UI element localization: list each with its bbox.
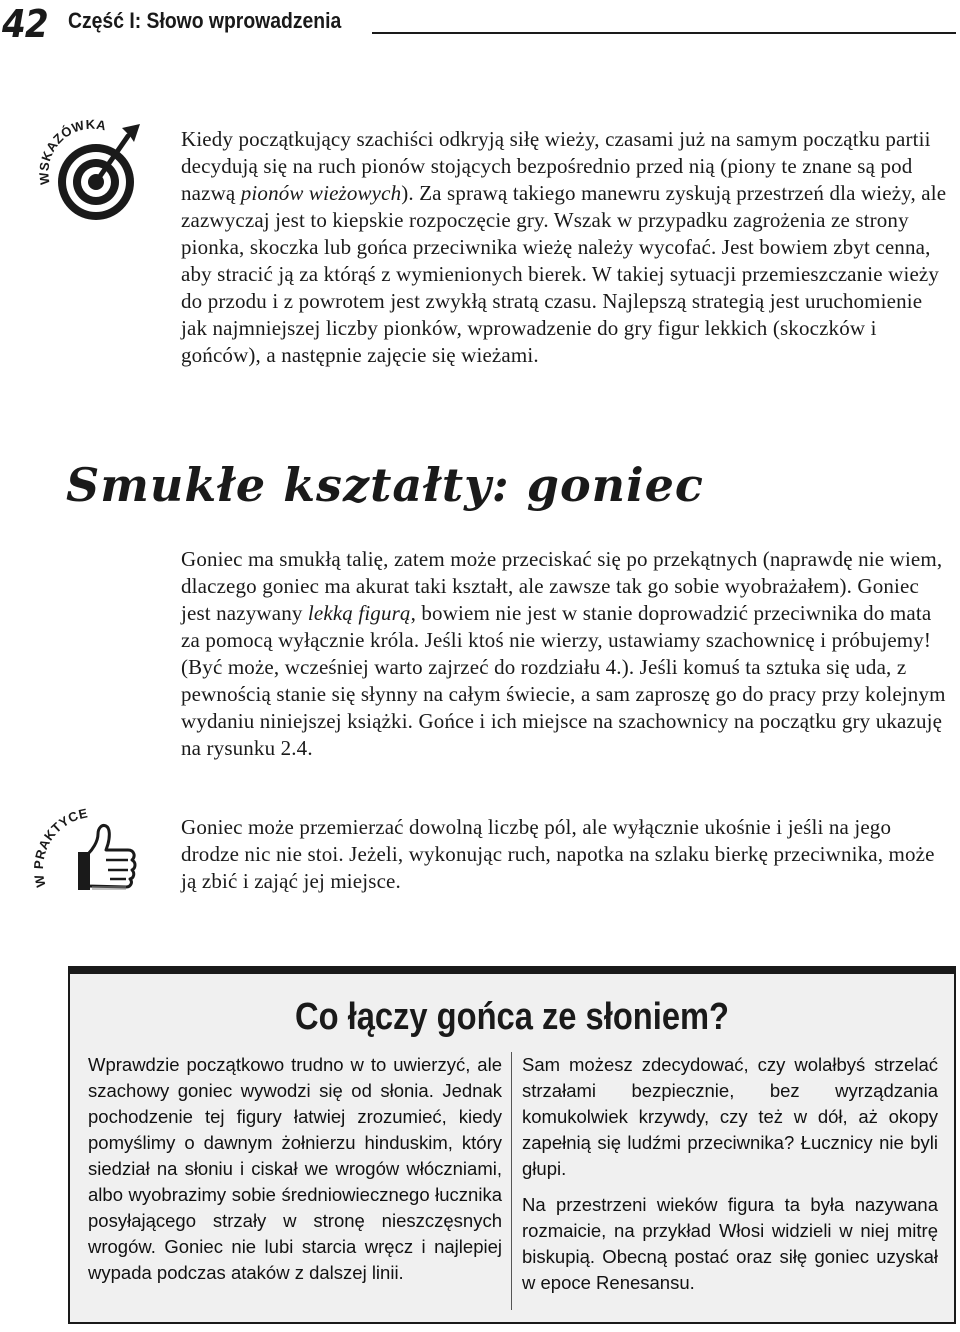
- sidebar-box: [68, 966, 956, 1324]
- term-rook-pawns: pionów wieżowych: [240, 181, 402, 205]
- section-heading: Smukłe kształty: goniec: [66, 458, 704, 512]
- sidebar-column-left: [88, 1052, 502, 1296]
- sidebar-paragraph: Na przestrzeni wieków figura ta była nazywana rozmaicie, na przykład Włosi widzieli w niej mitrę biskupią. Obecną postać oraz siłę goniec uzyskał w epoce Renesansu.: [522, 1194, 938, 1293]
- running-header: [0, 0, 960, 50]
- thumbs-up-icon: [32, 798, 144, 898]
- practice-icon-label: W PRAKTYCE: [32, 805, 90, 889]
- target-icon: [36, 118, 148, 230]
- sidebar-title: Co łączy gońca ze słoniem?: [294, 996, 730, 1038]
- chapter-title: Część I: Słowo wprowadzenia: [68, 8, 342, 33]
- term-light-piece: lekką figurą: [307, 601, 411, 625]
- bishop-paragraph-1: Goniec ma smukłą talię, zatem może przeciskać się po przekątnych (naprawdę nie wiem, dlaczego goniec ma akurat taki kształt, ale zawsze tak go sobie wyobrażałem). Goniec jest nazywany lekką figurą, bowiem nie jest w stanie doprowadzić przeciwnika do mata za pomocą wyłącznie króla. Jeśli ktoś nie wierzy, ustawiamy szachownicę i próbujemy! (Być może, wcześniej warto zajrzeć do rozdziału 4.). Jeśli komuś ta sztuka się uda, z pewnością stanie się słynny na całym świecie, a sam zaproszę go do pracy przy kolejnym wydaniu niniejszej książki. Gońce i ich miejsce na szachownicy na początku gry ukazuję na rysunku 2.4.: [181, 547, 946, 760]
- sidebar-column-right: [522, 1052, 938, 1306]
- sidebar-paragraph: Sam możesz zdecydować, czy wolałbyś strzelać strzałami bezpiecznie, bez wyrządzania komukolwiek krzywdy, czy też w dół, aż okopy zapełnią się ludźmi przeciwnika? Łucznicy nie byli głupi.: [522, 1054, 938, 1179]
- bishop-paragraph-2: Goniec może przemierzać dowolną liczbę pól, ale wyłącznie ukośnie i jeśli na jego drodze nic nie stoi. Jeżeli, wykonując ruch, napotka na szlaku bierkę przeciwnika, może ją zbić i zająć jej miejsce.: [181, 815, 935, 893]
- page-number: 42: [2, 2, 48, 46]
- sidebar-column-divider: [511, 1052, 512, 1310]
- tip-paragraph: Kiedy początkujący szachiści odkryją siłę wieży, czasami już na samym początku partii decydują się na ruch pionów stojących bezpośrednio przed nią (piony te znane są pod nazwą pionów wieżowych). Za sprawą takiego manewru zyskują przestrzeń dla wieży, ale zazwyczaj jest to kiepskie rozpoczęcie gry. Wszak w przypadku zagrożenia ze strony pionka, skoczka lub gońca przeciwnika wieżę należy wycofać. Jest bowiem zbyt cenna, aby stracić ją za którąś z wymienionych bierek. W takiej sytuacji przemieszczanie wieży do przodu i z powrotem jest zwykłą stratą czasu. Najlepszą strategią jest uruchomienie jak najmniejszej liczby pionków, wprowadzenie do gry figur lekkich (skoczków i gońców), a następnie zajęcie się wieżami.: [181, 127, 947, 367]
- header-rule: [372, 32, 956, 34]
- sidebar-paragraph: Wprawdzie początkowo trudno w to uwierzyć, ale szachowy goniec wywodzi się od słonia. Jednak pochodzenie tej figury łatwiej zrozumieć, kiedy pomyślimy o dawnym żołnierzu hinduskim, który siedział na słoniu i ciskał we wrogów włóczniami, albo wyobrazimy sobie średniowiecznego łucznika posyłającego strzały w stronę nieszczęsnych wrogów. Goniec nie lubi starcia wręcz i najlepiej wypada podczas ataków z dalszej linii.: [88, 1054, 502, 1283]
- tip-icon-label: WSKAZÓWKA: [36, 118, 108, 186]
